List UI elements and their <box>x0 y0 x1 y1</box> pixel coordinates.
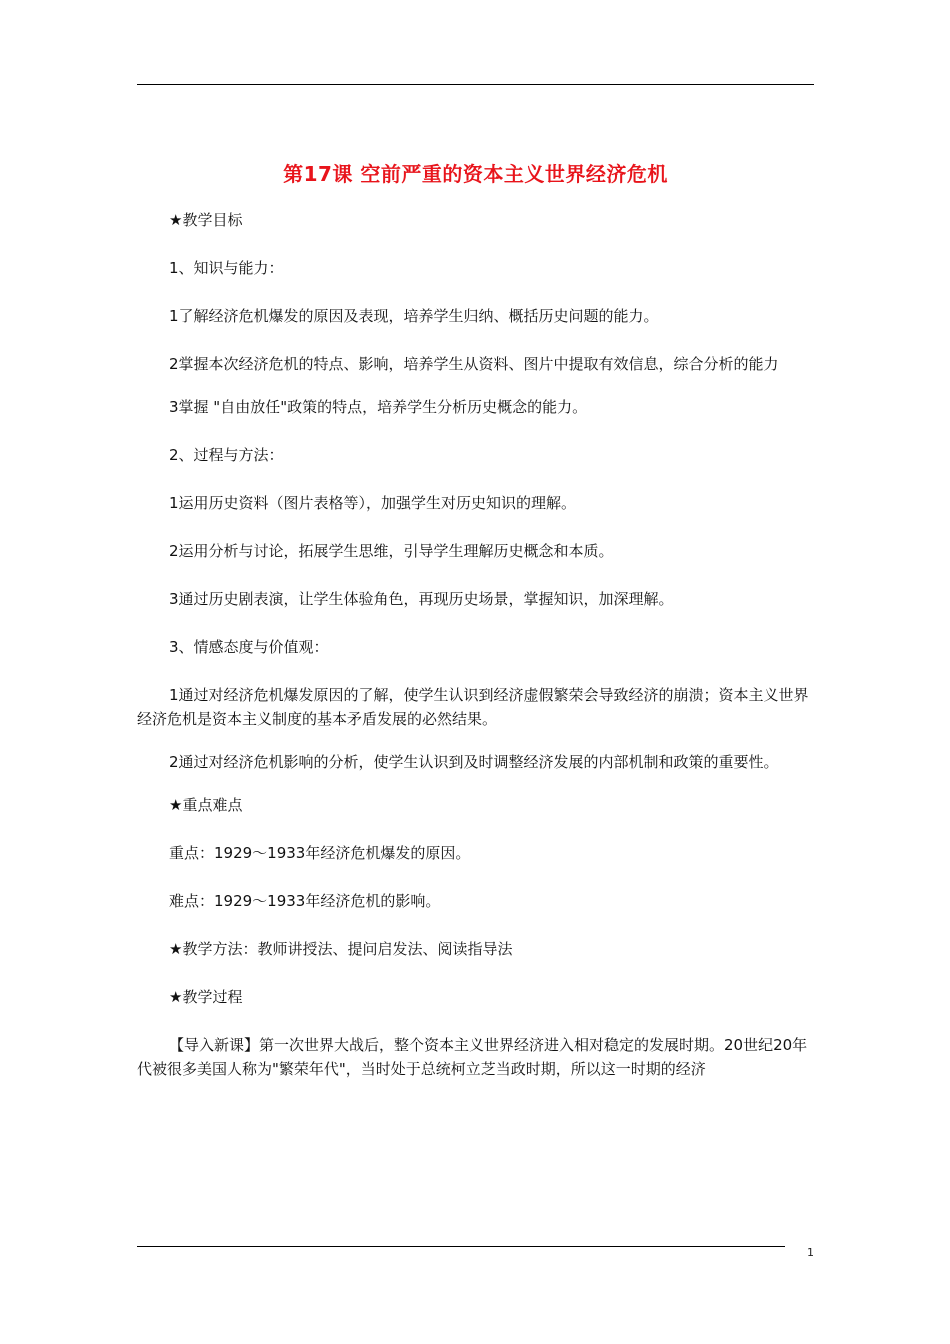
header-rule <box>137 84 814 85</box>
paragraph: 2运用分析与讨论，拓展学生思维，引导学生理解历史概念和本质。 <box>169 542 614 560</box>
paragraph: 重点：1929～1933年经济危机爆发的原因。 <box>169 844 471 862</box>
paragraph: 【导入新课】第一次世界大战后，整个资本主义世界经济进入相对稳定的发展时期。20世纪20年代被很多美国人称为"繁荣年代"，当时处于总统柯立芝当政时期，所以这一时期的经济 <box>137 1036 808 1078</box>
paragraph: 3通过历史剧表演，让学生体验角色，再现历史场景，掌握知识，加深理解。 <box>169 590 674 608</box>
paragraph: 1了解经济危机爆发的原因及表现，培养学生归纳、概括历史问题的能力。 <box>169 307 659 325</box>
subheading-process: 2、过程与方法： <box>169 446 284 464</box>
paragraph: 难点：1929～1933年经济危机的影响。 <box>169 892 441 910</box>
section-heading-methods: ★教学方法：教师讲授法、提问启发法、阅读指导法 <box>169 940 513 958</box>
footer-rule <box>137 1246 785 1247</box>
page-number: 1 <box>807 1246 814 1259</box>
subheading-attitude: 3、情感态度与价值观： <box>169 638 329 656</box>
paragraph: 3掌握 "自由放任"政策的特点，培养学生分析历史概念的能力。 <box>169 398 588 416</box>
section-heading-objectives: ★教学目标 <box>169 211 243 229</box>
paragraph: 2掌握本次经济危机的特点、影响，培养学生从资料、图片中提取有效信息，综合分析的能力 <box>169 355 779 373</box>
document-title: 第17课 空前严重的资本主义世界经济危机 <box>283 162 668 186</box>
paragraph: 1通过对经济危机爆发原因的了解，使学生认识到经济虚假繁荣会导致经济的崩溃；资本主义世界经济危机是资本主义制度的基本矛盾发展的必然结果。 <box>137 686 809 728</box>
section-heading-process: ★教学过程 <box>169 988 243 1006</box>
paragraph: 1运用历史资料（图片表格等），加强学生对历史知识的理解。 <box>169 494 577 512</box>
document-body <box>137 208 814 1100</box>
section-heading-keypoints: ★重点难点 <box>169 796 243 814</box>
paragraph: 2通过对经济危机影响的分析，使学生认识到及时调整经济发展的内部机制和政策的重要性。 <box>169 753 779 771</box>
subheading-knowledge: 1、知识与能力： <box>169 259 284 277</box>
